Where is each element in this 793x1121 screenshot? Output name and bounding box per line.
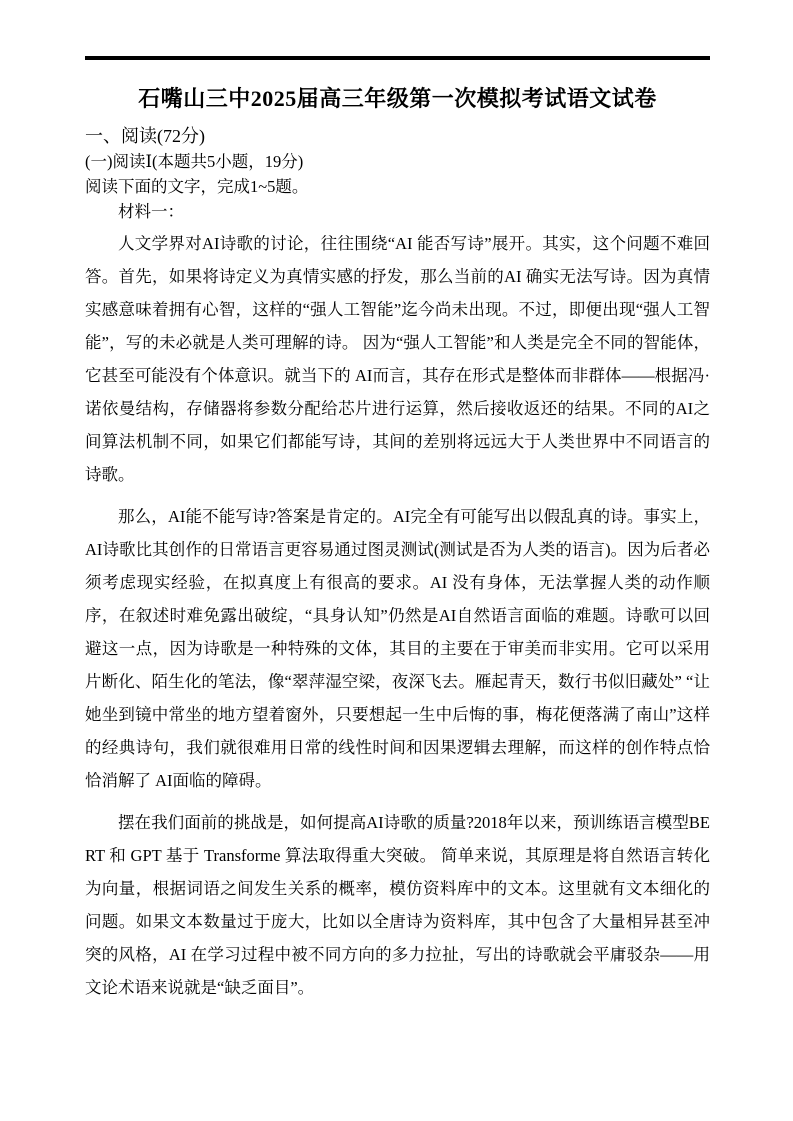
- top-rule: [85, 56, 710, 60]
- material-paragraph-3: 摆在我们面前的挑战是，如何提高AI诗歌的质量?2018年以来，预训练语言模型BERT 和 GPT 基于 Transforme 算法取得重大突破。 简单来说，其原理是将自然语言转化为向量，根据词语之间发生关系的概率，模仿资料库中的文本。这里就有文本细化的问题。如果文本数量过于庞大，比如以全唐诗为资料库，其中包含了大量相异甚至冲突的风格，AI 在学习过程中被不同方向的多力拉扯，写出的诗歌就会平庸驳杂——用文论术语来说就是“缺乏面目”。: [85, 813, 710, 997]
- page-title: 石嘴山三中2025届高三年级第一次模拟考试语文试卷: [138, 86, 657, 111]
- material-paragraph-1: 人文学界对AI诗歌的讨论，往往围绕“AI 能否写诗”展开。其实，这个问题不难回答。首先，如果将诗定义为真情实感的抒发，那么当前的AI 确实无法写诗。因为真情实感意味着拥有心智，这样的“强人工智能”迄今尚未出现。不过，即便出现“强人工智能”，写的未必就是人类可理解的诗。 因为“强人工智能”和人类是完全不同的智能体，它甚至可能没有个体意识。就当下的 AI而言，其存在形式是整体而非群体——根据冯·诺依曼结构，存储器将参数分配给芯片进行运算，然后接收返还的结果。不同的AI之间算法机制不同，如果它们都能写诗，其间的差别将远远大于人类世界中不同语言的诗歌。: [85, 234, 710, 484]
- subsection-heading: (一)阅读Ⅰ(本题共5小题，19分): [85, 152, 304, 171]
- reading-instruction: 阅读下面的文字，完成1~5题。: [85, 177, 309, 196]
- material-label: 材料一：: [118, 202, 184, 221]
- section-heading: 一、阅读(72分): [85, 126, 205, 146]
- material-paragraph-2: 那么，AI能不能写诗?答案是肯定的。AI完全有可能写出以假乱真的诗。事实上，AI诗歌比其创作的日常语言更容易通过图灵测试(测试是否为人类的语言)。因为后者必须考虑现实经验，在拟真度上有很高的要求。AI 没有身体，无法掌握人类的动作顺序，在叙述时难免露出破绽，“具身认知”仍然是AI自然语言面临的难题。诗歌可以回避这一点，因为诗歌是一种特殊的文体，其目的主要在于审美而非实用。它可以采用片断化、陌生化的笔法，像“翠萍湿空梁，夜深飞去。雁起青天，数行书似旧藏处” “让她坐到镜中常坐的地方望着窗外，只要想起一生中后悔的事，梅花便落满了南山”这样的经典诗句，我们就很难用日常的线性时间和因果逻辑去理解，而这样的创作特点恰恰消解了 AI面临的障碍。: [85, 507, 710, 790]
